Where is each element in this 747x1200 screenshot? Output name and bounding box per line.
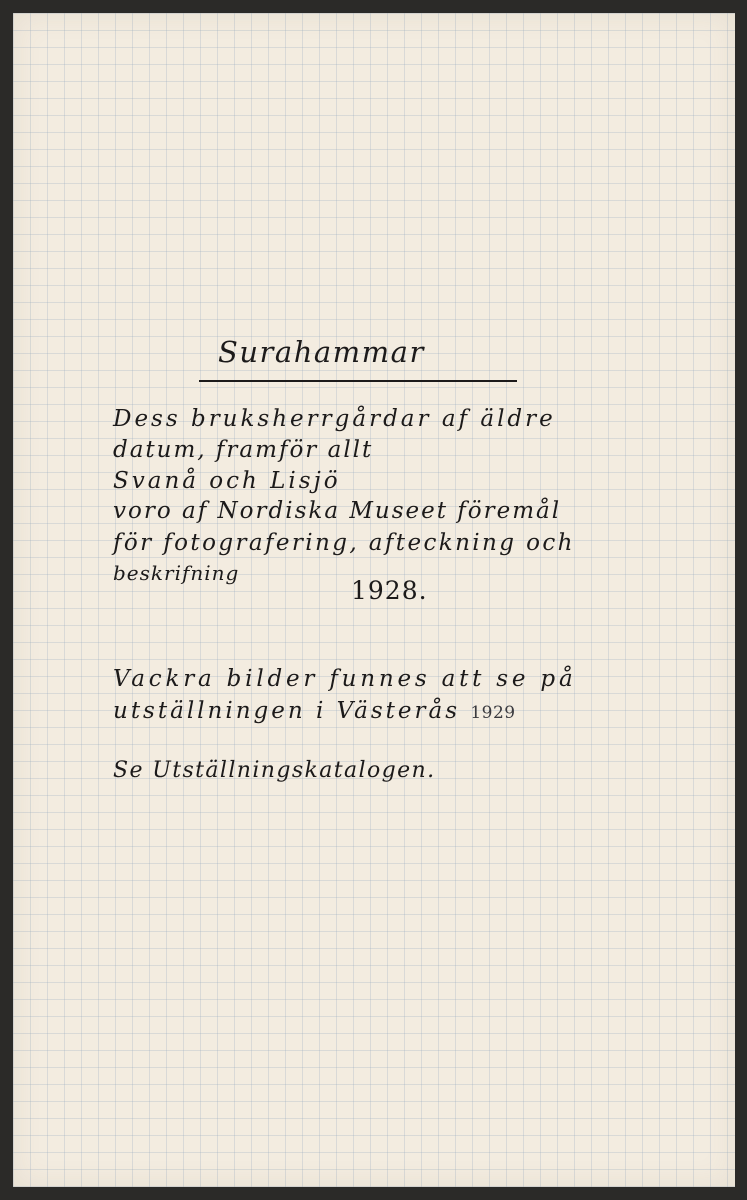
paragraph1-line1: Dess bruksherrgårdar af äldre [113,406,556,432]
document-title: Surahammar [218,335,425,369]
year-1928: 1928. [351,576,428,605]
title-underline [199,380,517,382]
paragraph1-line5: för fotografering, afteckning och [113,530,575,556]
paragraph2-line1: Vackra bilder funnes att se på [113,666,577,692]
paragraph2-line2-text: utställningen i Västerås [113,698,461,724]
paragraph1-line2: datum, framför allt [113,437,374,463]
graph-paper-sheet [13,13,735,1187]
paragraph1-line4: voro af Nordiska Museet föremål [113,498,562,524]
paragraph1-line6: beskrifning [113,561,240,585]
paragraph1-line3: Svanå och Lisjö [113,468,341,494]
catalogue-reference: Se Utställningskatalogen. [113,758,436,783]
paragraph2-line2 [113,698,516,724]
year-1929: 1929 [470,703,516,723]
